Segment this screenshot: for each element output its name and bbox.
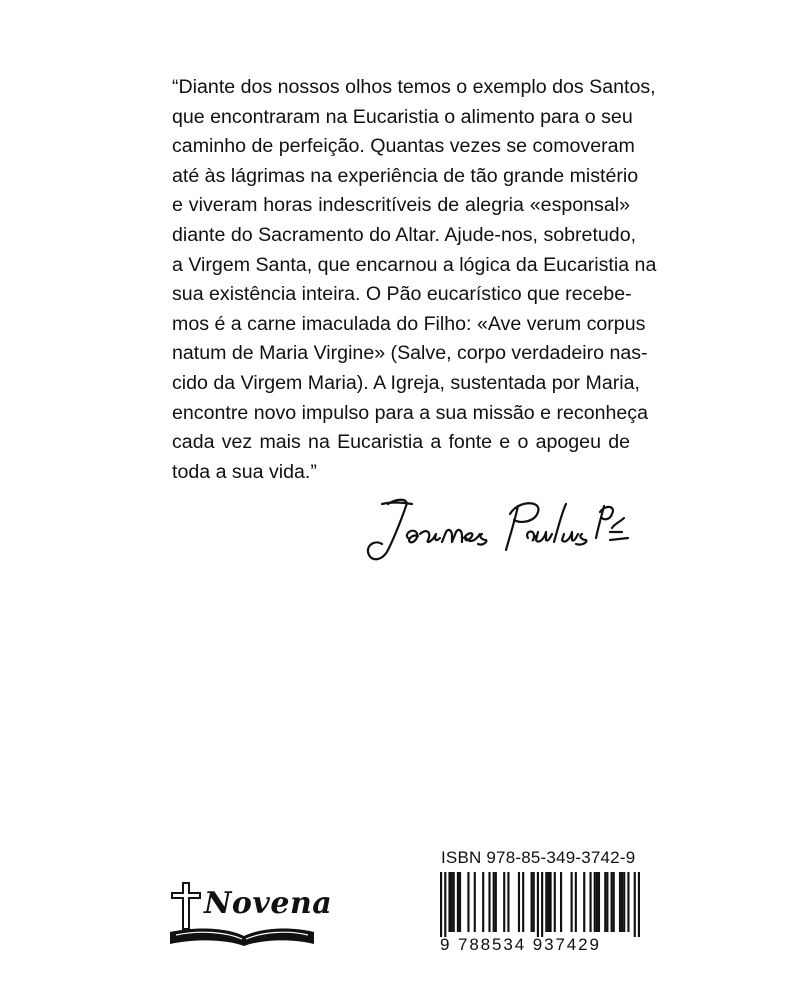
barcode-bar bbox=[474, 872, 476, 932]
quote-line: “Diante dos nossos olhos temos o exemplo dos Santos, bbox=[172, 76, 656, 98]
quote-line: até às lágrimas na experiência de tão grande mistério bbox=[172, 164, 639, 187]
quote-line: mos é a carne imaculada do Filho: «Ave verum corpus bbox=[172, 312, 646, 335]
barcode-digits: 9 788534 937429 bbox=[440, 935, 601, 954]
barcode bbox=[440, 872, 640, 937]
barcode-bar bbox=[594, 872, 596, 932]
barcode-bar bbox=[507, 872, 509, 932]
barcode-bar bbox=[627, 872, 629, 932]
signature bbox=[360, 492, 640, 572]
barcode-bar bbox=[596, 872, 598, 932]
barcode-bar bbox=[467, 872, 469, 932]
quote-line: caminho de perfeição. Quantas vezes se comoveram bbox=[172, 135, 635, 158]
barcode-bar bbox=[457, 872, 459, 932]
barcode-guard-bar bbox=[634, 872, 636, 937]
quote-line: natum de Maria Virgine» (Salve, corpo verdadeiro nas- bbox=[172, 342, 648, 365]
barcode-bar bbox=[619, 872, 621, 932]
barcode-bar bbox=[545, 872, 547, 932]
isbn-label: ISBN 978-85-349-3742-9 bbox=[441, 848, 636, 867]
barcode-bar bbox=[488, 872, 490, 932]
quote-line: encontre novo impulso para a sua missão e reconheça bbox=[172, 401, 648, 424]
barcode-bar bbox=[547, 872, 549, 932]
barcode-bar bbox=[453, 872, 455, 932]
barcode-bar bbox=[531, 872, 533, 932]
barcode-bar bbox=[493, 872, 495, 932]
barcode-bar bbox=[589, 872, 591, 932]
barcode-bar bbox=[623, 872, 625, 932]
barcode-bar bbox=[533, 872, 535, 932]
barcode-bar bbox=[495, 872, 497, 932]
publisher-name: Novena bbox=[204, 886, 333, 921]
quote-line: e viveram horas indescritíveis de alegria «esponsal» bbox=[172, 194, 630, 217]
quote-line: diante do Sacramento do Altar. Ajude-nos, sobretudo, bbox=[172, 223, 637, 246]
barcode-bar bbox=[459, 872, 461, 932]
barcode-bar bbox=[448, 872, 450, 932]
quote-line: cido da Virgem Maria). A Igreja, sustentada por Maria, bbox=[172, 371, 640, 394]
quote-line: que encontraram na Eucaristia o alimento para o seu bbox=[172, 105, 633, 128]
barcode-bar bbox=[613, 872, 615, 932]
quote-line: sua existência inteira. O Pão eucarístico que recebe- bbox=[172, 283, 632, 306]
barcode-bar bbox=[482, 872, 484, 932]
quote-text bbox=[172, 73, 657, 487]
barcode-bar bbox=[575, 872, 577, 932]
barcode-guard-bar bbox=[537, 872, 539, 937]
barcode-bar bbox=[598, 872, 600, 932]
quote-line: cada vez mais na Eucaristia a fonte e o apogeu de bbox=[172, 431, 630, 454]
barcode-bar bbox=[451, 872, 453, 932]
barcode-bar bbox=[583, 872, 585, 932]
quote-line: toda a sua vida.” bbox=[172, 460, 317, 483]
barcode-bar bbox=[503, 872, 505, 932]
barcode-bar bbox=[554, 872, 556, 932]
publisher-logo bbox=[168, 880, 333, 950]
barcode-bar bbox=[560, 872, 562, 932]
quote-line: a Virgem Santa, que encarnou a lógica da Eucaristia na bbox=[172, 253, 657, 276]
barcode-bar bbox=[621, 872, 623, 932]
barcode-bar bbox=[549, 872, 551, 932]
barcode-bar bbox=[571, 872, 573, 932]
barcode-guard-bar bbox=[638, 872, 640, 937]
barcode-bar bbox=[611, 872, 613, 932]
barcode-bar bbox=[604, 872, 606, 932]
barcode-bar bbox=[606, 872, 608, 932]
barcode-guard-bar bbox=[440, 872, 442, 937]
barcode-guard-bar bbox=[444, 872, 446, 937]
barcode-guard-bar bbox=[541, 872, 543, 937]
barcode-bar bbox=[522, 872, 524, 932]
barcode-bar bbox=[518, 872, 520, 932]
